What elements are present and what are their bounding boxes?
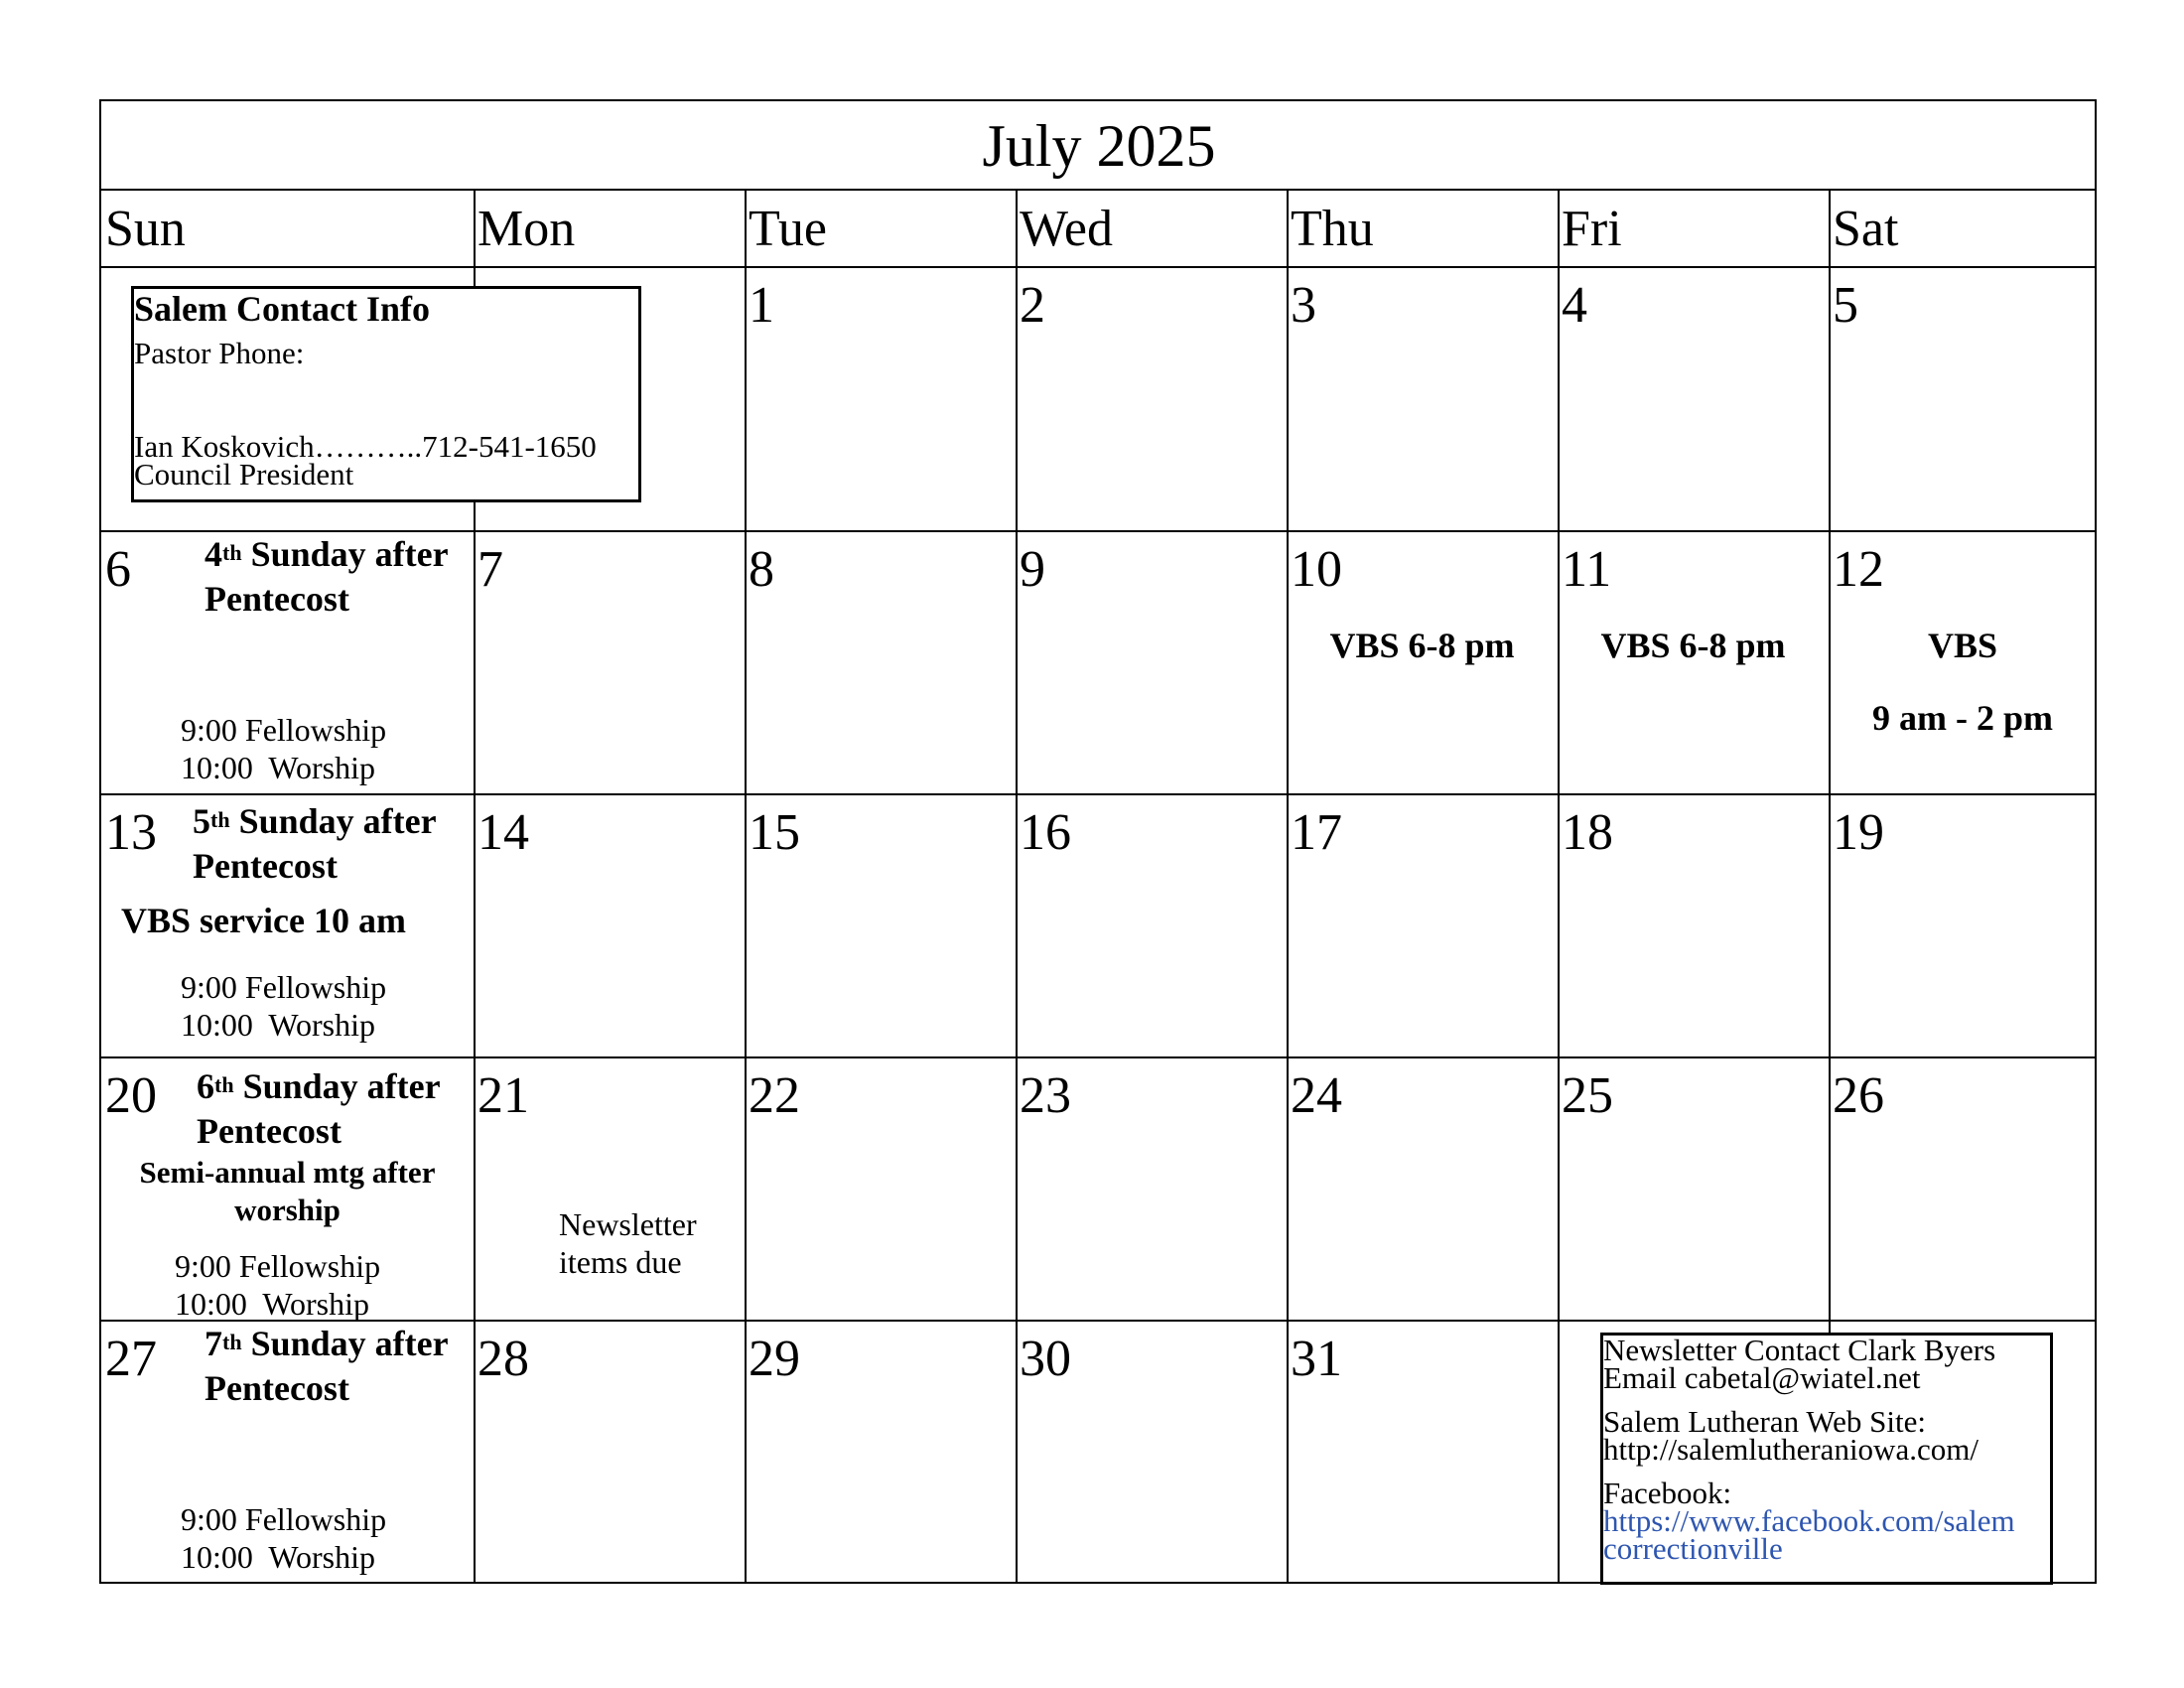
day-number: 13: [105, 804, 157, 861]
day-cell[interactable]: [1829, 532, 2097, 793]
day-number: 22: [749, 1067, 800, 1124]
day-cell[interactable]: [1287, 532, 1558, 793]
weekday-header-thu: Thu: [1287, 191, 1558, 268]
day-cell[interactable]: [474, 795, 745, 1056]
day-cell[interactable]: [1829, 268, 2097, 530]
sunday-observance: [197, 1064, 441, 1154]
day-cell[interactable]: [474, 532, 745, 793]
worship-time: 10:00 Worship: [181, 1007, 375, 1043]
day-cell[interactable]: [1287, 1322, 1558, 1584]
day-number: 4: [1562, 277, 1587, 334]
day-number: 18: [1562, 804, 1613, 861]
worship-time: 10:00 Worship: [175, 1286, 369, 1322]
newsletter-due-line1: Newsletter: [559, 1206, 697, 1242]
day-cell[interactable]: [101, 795, 474, 1056]
day-number: 19: [1833, 804, 1884, 861]
day-cell[interactable]: [1016, 532, 1287, 793]
contact-info-box: [131, 286, 641, 502]
sunday-text-line2: Pentecost: [205, 1368, 349, 1408]
day-cell[interactable]: [1829, 795, 2097, 1056]
day-number: 23: [1020, 1067, 1071, 1124]
worship-time: 10:00 Worship: [181, 1539, 375, 1575]
day-number: 2: [1020, 277, 1045, 334]
day-cell[interactable]: [1558, 1058, 1829, 1320]
ordinal-suffix: th: [222, 540, 242, 565]
pastor-phone-label: Pastor Phone:: [134, 336, 305, 370]
fellowship-time: 9:00 Fellowship: [181, 969, 387, 1005]
worship-time: 10:00 Worship: [181, 750, 375, 785]
semi-annual-meeting: [101, 1154, 474, 1229]
day-number: 5: [1833, 277, 1858, 334]
semi-annual-line1: Semi-annual mtg after: [139, 1155, 436, 1190]
day-cell[interactable]: [745, 1058, 1016, 1320]
facebook-link-line1[interactable]: https://www.facebook.com/salem: [1603, 1503, 2015, 1538]
ordinal: 5: [193, 801, 210, 841]
day-number: 16: [1020, 804, 1071, 861]
newsletter-email: Email cabetal@wiatel.net: [1603, 1360, 1921, 1395]
day-number: 30: [1020, 1331, 1071, 1387]
weekday-header-sun: Sun: [101, 191, 474, 268]
fellowship-time: 9:00 Fellowship: [181, 712, 387, 748]
vbs-event: VBS: [1927, 626, 1998, 665]
sunday-observance: [193, 799, 437, 889]
day-cell[interactable]: [745, 795, 1016, 1056]
day-number: 27: [105, 1331, 157, 1387]
day-cell[interactable]: [1287, 268, 1558, 530]
fellowship-time: 9:00 Fellowship: [175, 1248, 381, 1284]
day-cell[interactable]: [745, 268, 1016, 530]
day-number: 28: [478, 1331, 529, 1387]
day-number: 14: [478, 804, 529, 861]
vbs-event: VBS 6-8 pm: [1329, 626, 1515, 665]
day-cell[interactable]: [1558, 532, 1829, 793]
ordinal-suffix: th: [222, 1330, 242, 1354]
facebook-label: Facebook:: [1603, 1476, 1732, 1510]
day-cell[interactable]: [745, 1322, 1016, 1584]
calendar: [99, 99, 2097, 1584]
newsletter-contact-name: Newsletter Contact Clark Byers: [1603, 1333, 1996, 1367]
fellowship-time: 9:00 Fellowship: [181, 1501, 387, 1537]
day-number: 3: [1291, 277, 1316, 334]
day-cell[interactable]: [745, 532, 1016, 793]
day-number: 20: [105, 1067, 157, 1124]
vbs-event: VBS 6-8 pm: [1600, 626, 1786, 665]
sunday-text: Sunday after: [229, 801, 437, 841]
ordinal: 4: [205, 534, 222, 574]
weekday-header-sat: Sat: [1829, 191, 2097, 268]
day-cell[interactable]: [101, 1058, 474, 1320]
ordinal: 7: [205, 1324, 222, 1363]
day-number: 26: [1833, 1067, 1884, 1124]
day-number: 15: [749, 804, 800, 861]
sunday-observance: [205, 1322, 449, 1411]
calendar-title: July 2025: [101, 101, 2097, 191]
day-number: 12: [1833, 541, 1884, 598]
council-president-phone: Ian Koskovich………..712-541-1650: [134, 429, 597, 464]
day-number: 29: [749, 1331, 800, 1387]
day-number: 6: [105, 541, 131, 598]
day-cell[interactable]: [474, 1322, 745, 1584]
vbs-service-event: VBS service 10 am: [121, 901, 406, 940]
day-number: 10: [1291, 541, 1342, 598]
newsletter-contact-box: [1600, 1333, 2053, 1585]
weekday-header-wed: Wed: [1016, 191, 1287, 268]
day-cell[interactable]: [1287, 795, 1558, 1056]
sunday-text-line2: Pentecost: [205, 579, 349, 619]
day-number: 17: [1291, 804, 1342, 861]
day-cell[interactable]: [1829, 1058, 2097, 1320]
day-cell[interactable]: [1016, 795, 1287, 1056]
semi-annual-line2: worship: [234, 1193, 341, 1227]
day-cell[interactable]: [1016, 1058, 1287, 1320]
day-cell[interactable]: [1287, 1058, 1558, 1320]
website-url[interactable]: http://salemlutheraniowa.com/: [1603, 1432, 1979, 1467]
day-cell[interactable]: [474, 1058, 745, 1320]
contact-info-heading: Salem Contact Info: [134, 289, 430, 329]
day-number: 25: [1562, 1067, 1613, 1124]
ordinal: 6: [197, 1066, 214, 1106]
ordinal-suffix: th: [214, 1072, 234, 1097]
sunday-text: Sunday after: [241, 1324, 449, 1363]
day-cell[interactable]: [101, 532, 474, 793]
day-number: 21: [478, 1067, 529, 1124]
weekday-header-tue: Tue: [745, 191, 1016, 268]
day-cell[interactable]: [1016, 1322, 1287, 1584]
weekday-header-mon: Mon: [474, 191, 745, 268]
sunday-text: Sunday after: [233, 1066, 441, 1106]
day-number: 1: [749, 277, 774, 334]
day-number: 11: [1562, 541, 1612, 598]
vbs-event-time: 9 am - 2 pm: [1872, 698, 2053, 738]
day-number: 8: [749, 541, 774, 598]
sunday-text-line2: Pentecost: [197, 1111, 341, 1151]
sunday-text-line2: Pentecost: [193, 846, 338, 886]
newsletter-due-line2: items due: [559, 1244, 682, 1280]
sunday-text: Sunday after: [241, 534, 449, 574]
day-cell[interactable]: [1558, 268, 1829, 530]
weekday-header-fri: Fri: [1558, 191, 1829, 268]
day-number: 7: [478, 541, 503, 598]
sunday-observance: [205, 532, 449, 622]
ordinal-suffix: th: [210, 807, 230, 832]
day-number: 9: [1020, 541, 1045, 598]
council-president-label: Council President: [134, 457, 354, 492]
day-number: 24: [1291, 1067, 1342, 1124]
day-number: 31: [1291, 1331, 1342, 1387]
day-cell[interactable]: [101, 1322, 474, 1584]
day-cell[interactable]: [1016, 268, 1287, 530]
website-label: Salem Lutheran Web Site:: [1603, 1404, 1926, 1439]
day-cell[interactable]: [1558, 795, 1829, 1056]
facebook-link-line2[interactable]: correctionville: [1603, 1531, 1783, 1566]
